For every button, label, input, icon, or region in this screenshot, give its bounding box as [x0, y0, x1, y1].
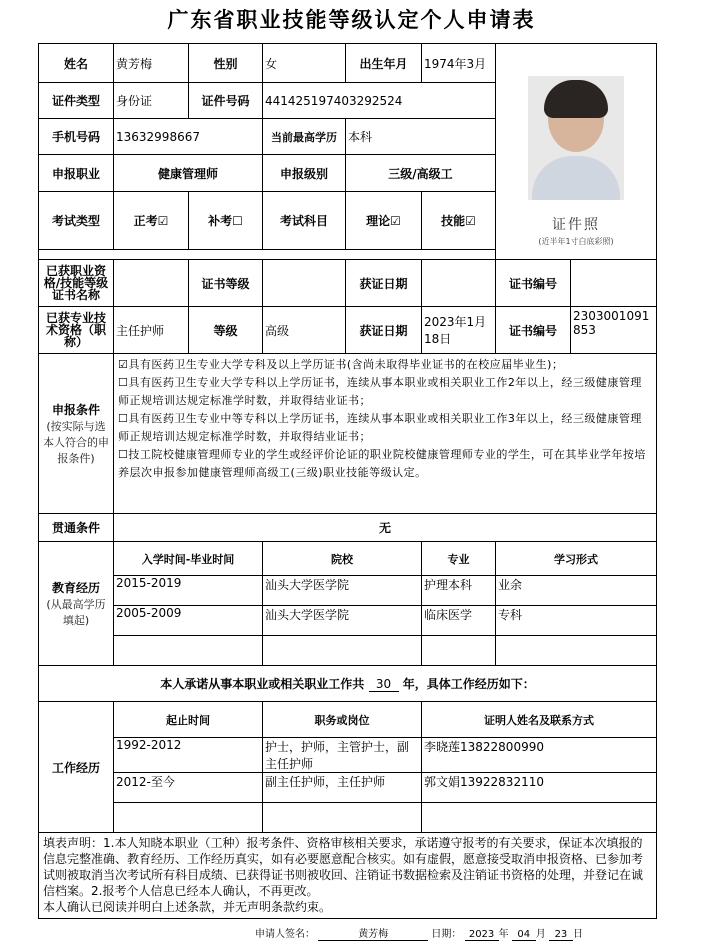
edu-row-school[interactable]: 汕头大学医学院: [263, 576, 422, 606]
edu-row-mode[interactable]: [496, 636, 657, 666]
edu-row-mode[interactable]: 业余: [496, 576, 657, 606]
date-day[interactable]: 23: [549, 929, 573, 941]
edu-row-time[interactable]: 2015-2019: [114, 576, 263, 606]
work-row-position[interactable]: 护士，护师，主管护士，副主任护师: [263, 738, 422, 773]
pro-date-value[interactable]: 2023年1月18日: [422, 307, 496, 354]
qual-cert-value[interactable]: [114, 260, 189, 307]
education-note: (从最高学历填起): [46, 598, 106, 627]
condition-item[interactable]: ☐具有医药卫生专业大学专科以上学历证书，连续从事本职业或相关职业工作2年以上，经三级健康管理师正规培训达规定标准学时数，并取得结业证书；: [118, 376, 642, 407]
id-type-value[interactable]: 身份证: [114, 83, 189, 119]
condition-item[interactable]: ☐技工院校健康管理师专业的学生或经评价论证的职业院校健康管理师专业的学生，可在其毕业学年按培养层次申报参加健康管理师高级工(三级)职业技能等级认定。: [118, 448, 646, 479]
gender-label: 性别: [189, 44, 263, 83]
edu-header-time: 入学时间-毕业时间: [114, 542, 263, 576]
day-unit: 日: [572, 929, 583, 940]
gender-value[interactable]: 女: [263, 44, 346, 83]
edu-row-major[interactable]: 护理本科: [422, 576, 496, 606]
cert-no-label: 证书编号: [496, 260, 571, 306]
edu-row-school[interactable]: 汕头大学医学院: [263, 606, 422, 636]
cert-date-label: 获证日期: [346, 260, 422, 307]
edu-row-mode[interactable]: 专科: [496, 606, 657, 636]
edu-header-major: 专业: [422, 542, 496, 576]
declaration: 填表声明：1.本人知晓本职业（工种）报考条件、资格审核相关要求，承诺遵守报考的有关要求，保证本次填报的信息完整准确、教育经历、工作经历真实，如有必要愿意配合核实。如有虚假，愿意接受取消申报资格、已参加考试则被取消当次考试所有科目成绩、已获得证书则被收回、注销证书数据检索及注销证书资格的处理，并登记在诚信档案。2.报考个人信息已经本人确认，不再更改。 本人确认已阅读并明白上述条款，并无声明条款约束。: [39, 833, 657, 919]
edu-row-major[interactable]: [422, 636, 496, 666]
edu-level-value[interactable]: 本科: [346, 119, 496, 155]
education-label: 教育经历: [51, 581, 100, 595]
work-row-period[interactable]: 1992-2012: [114, 738, 263, 773]
conditions-label-cell: [39, 354, 114, 514]
work-header-period: 起止时间: [114, 702, 263, 738]
date-year[interactable]: 2023: [465, 929, 499, 941]
cert-date-value[interactable]: [422, 260, 496, 307]
application-form: [38, 43, 657, 919]
work-commit-suffix: 年，具体工作经历如下：: [402, 677, 535, 691]
edu-header-school: 院校: [263, 542, 422, 576]
exam-type-label: 考试类型: [39, 192, 114, 250]
cert-grade-label: 证书等级: [189, 260, 263, 307]
phone-label: 手机号码: [39, 119, 114, 155]
phone-value[interactable]: 13632998667: [114, 119, 263, 155]
pro-grade-value[interactable]: 高级: [263, 307, 346, 354]
occupation-value[interactable]: 健康管理师: [114, 155, 263, 192]
level-value[interactable]: 三级/高级工: [346, 155, 496, 192]
cert-grade-value[interactable]: [263, 260, 346, 307]
pro-title-label: 已获专业技术资格（职称）: [39, 307, 114, 354]
level-label: 申报级别: [263, 155, 346, 192]
work-row-reference[interactable]: [422, 803, 657, 833]
subject-skill-option[interactable]: 技能☑: [422, 192, 496, 250]
condition-item[interactable]: ☑具有医药卫生专业大学专科及以上学历证书(含尚未取得毕业证书的在校应届毕业生)；: [118, 358, 564, 371]
pro-no-label: 证书编号: [496, 307, 571, 353]
form-title: 广东省职业技能等级认定个人申请表: [167, 8, 536, 32]
work-years[interactable]: 30: [369, 677, 399, 692]
birth-value[interactable]: 1974年3月: [422, 44, 496, 83]
date-month[interactable]: 04: [512, 929, 536, 941]
conditions-label: 申报条件: [51, 403, 100, 417]
work-label: 工作经历: [39, 702, 114, 833]
signature-label: 申请人签名：: [255, 929, 315, 940]
qual-cert-label: 已获职业资格/技能等级证书名称: [39, 260, 114, 307]
edu-row-major[interactable]: 临床医学: [422, 606, 496, 636]
exam-subject-label: 考试科目: [263, 192, 346, 250]
conditions-note: (按实际与选本人符合的申报条件): [43, 420, 109, 465]
condition-item[interactable]: ☐具有医药卫生专业中等专科以上学历证书，连续从事本职业或相关职业工作3年以上，经三级健康管理师正规培训达规定标准学时数，并取得结业证书；: [118, 412, 642, 443]
photo-note: (近半年1寸白底彩照): [538, 237, 614, 246]
photo-caption: 证件照: [552, 217, 600, 233]
work-row-reference[interactable]: 李晓莲13822800990: [422, 738, 657, 773]
pro-date-label: 获证日期: [346, 307, 422, 354]
id-photo: [528, 76, 624, 200]
subject-theory-option[interactable]: 理论☑: [346, 192, 422, 250]
date-label: 日期：: [431, 929, 462, 940]
work-row-period[interactable]: 2012-至今: [114, 773, 263, 803]
cert-no-value[interactable]: [571, 260, 656, 306]
pro-no-value[interactable]: 2303001091853: [573, 309, 650, 337]
work-commit: [39, 666, 657, 702]
month-unit: 月: [535, 929, 546, 940]
exam-make-option[interactable]: 补考☐: [189, 192, 263, 250]
occupation-label: 申报职业: [39, 155, 114, 192]
id-number-label: 证件号码: [189, 83, 263, 119]
id-number-value[interactable]: 441425197403292524: [263, 83, 496, 119]
edu-row-school[interactable]: [263, 636, 422, 666]
edu-header-mode: 学习形式: [496, 542, 657, 576]
name-label: 姓名: [39, 44, 114, 83]
work-commit-prefix: 本人承诺从事本职业或相关职业工作共: [160, 677, 365, 691]
name-value[interactable]: 黄芳梅: [114, 44, 189, 83]
education-label-cell: [39, 542, 114, 666]
work-header-reference: 证明人姓名及联系方式: [422, 702, 657, 738]
through-value[interactable]: 无: [114, 514, 657, 542]
birth-label: 出生年月: [346, 44, 422, 83]
photo-cell: [496, 44, 657, 260]
grade-label: 等级: [189, 307, 263, 354]
id-type-label: 证件类型: [39, 83, 114, 119]
spacer: [39, 250, 496, 260]
edu-row-time[interactable]: 2005-2009: [114, 606, 263, 636]
year-unit: 年: [498, 929, 509, 940]
through-label: 贯通条件: [39, 514, 114, 542]
work-row-reference[interactable]: 郭文娟13922832110: [422, 773, 657, 803]
edu-level-label: 当前最高学历: [263, 119, 346, 155]
signature-name[interactable]: 黄芳梅: [318, 925, 428, 941]
work-header-position: 职务或岗位: [263, 702, 422, 738]
pro-title-value[interactable]: 主任护师: [114, 307, 189, 354]
conditions-list: [114, 354, 657, 514]
signature-line: [255, 925, 583, 941]
edu-row-time[interactable]: [114, 636, 263, 666]
work-row-position[interactable]: [263, 803, 422, 833]
work-row-position[interactable]: 副主任护师，主任护师: [263, 773, 422, 803]
exam-normal-option[interactable]: 正考☑: [114, 192, 189, 250]
work-row-period[interactable]: [114, 803, 263, 833]
